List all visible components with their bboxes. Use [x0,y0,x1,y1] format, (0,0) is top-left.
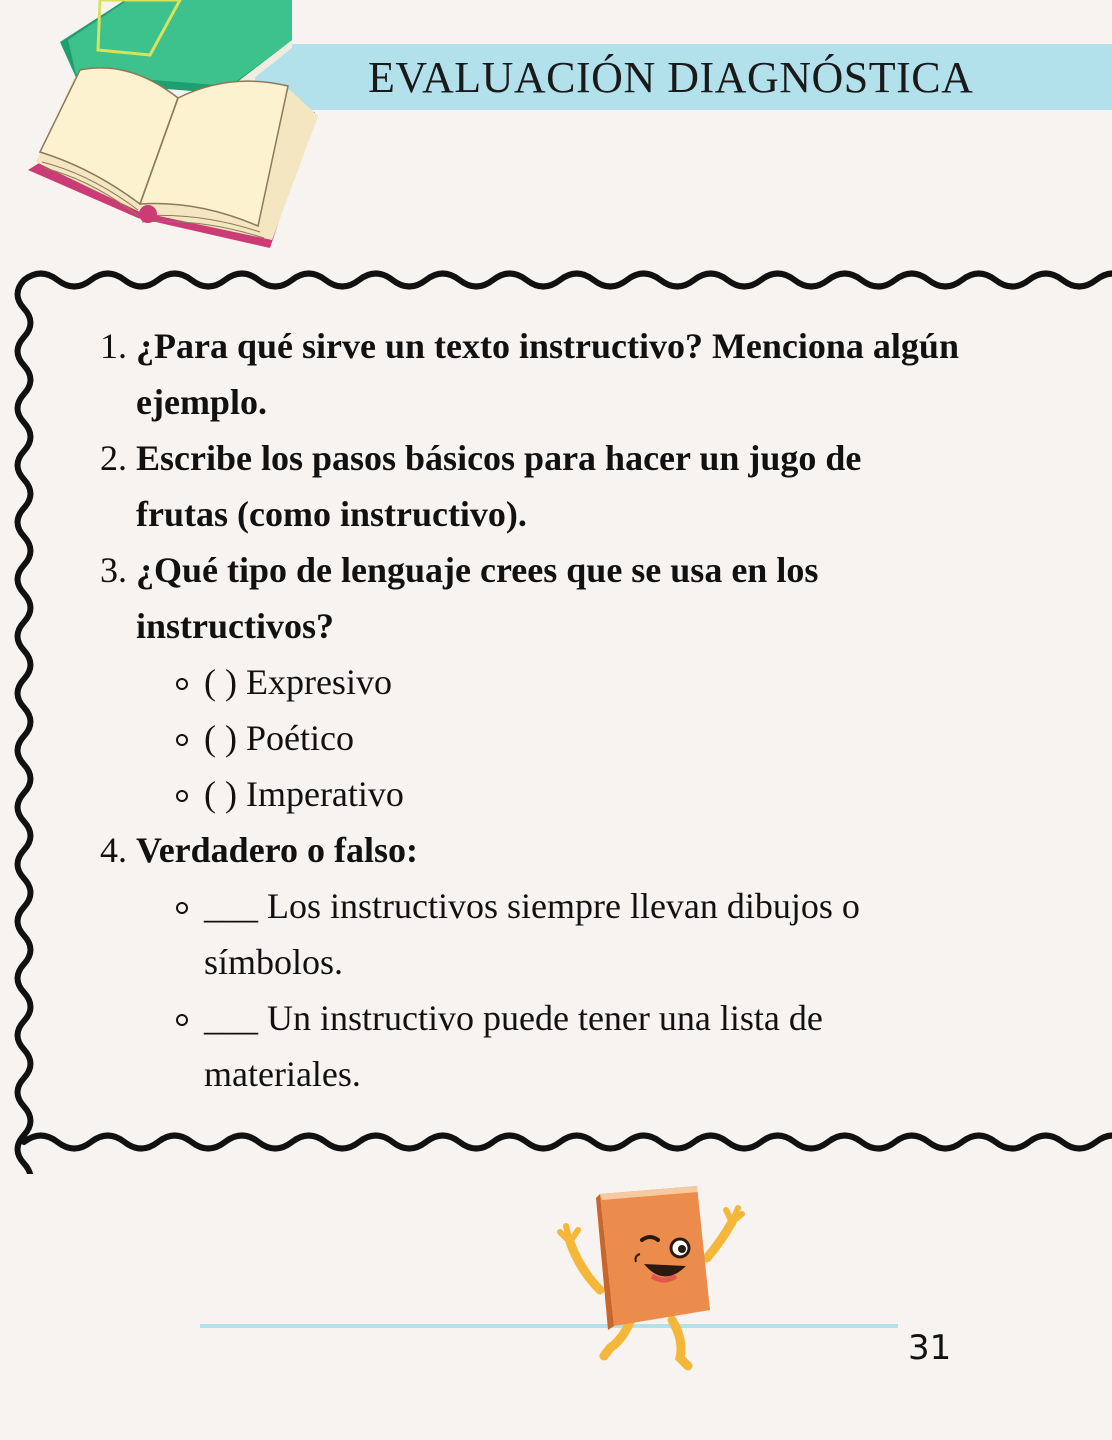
page-title: EVALUACIÓN DIAGNÓSTICA [368,53,974,102]
question-item [96,318,1056,430]
option-text: ___ Un instructivo puede tener una lista de [204,998,823,1038]
question-text-line: instructivos? [136,606,334,646]
question-text-line: ¿Para qué sirve un texto instructivo? Menciona algún [136,326,959,366]
option-text: materiales. [204,1054,361,1094]
option-text: ( ) Poético [204,718,354,758]
footer-line [200,1324,898,1328]
option-text: ( ) Expresivo [204,662,392,702]
question-text-line: Escribe los pasos básicos para hacer un jugo de [136,438,862,478]
option-text: símbolos. [204,942,344,982]
option-list [96,878,1056,1102]
circle-bullet-icon [176,790,188,802]
page-number: 31 [908,1328,952,1368]
circle-bullet-icon [176,734,188,746]
book-mascot-icon [552,1180,747,1375]
option-list [96,654,1056,822]
question-list [96,318,1056,1102]
question-item [96,542,1056,654]
question-item [96,822,1056,878]
books-icon [20,0,330,250]
option-item[interactable] [96,654,1056,710]
option-item[interactable] [96,766,1056,822]
question-number: 1. [100,326,127,366]
question-number: 3. [100,550,127,590]
circle-bullet-icon [176,1014,188,1026]
question-item [96,430,1056,542]
circle-bullet-icon [176,902,188,914]
question-number: 2. [100,438,127,478]
option-item[interactable] [96,710,1056,766]
option-item[interactable] [96,878,1056,990]
option-text: ( ) Imperativo [204,774,404,814]
question-text-line: ejemplo. [136,382,267,422]
question-text-line: frutas (como instructivo). [136,494,527,534]
question-number: 4. [100,830,127,870]
question-text-line: Verdadero o falso: [136,830,418,870]
circle-bullet-icon [176,678,188,690]
option-text: ___ Los instructivos siempre llevan dibujos o [204,886,860,926]
question-text-line: ¿Qué tipo de lenguaje crees que se usa en los [136,550,819,590]
option-item[interactable] [96,990,1056,1102]
